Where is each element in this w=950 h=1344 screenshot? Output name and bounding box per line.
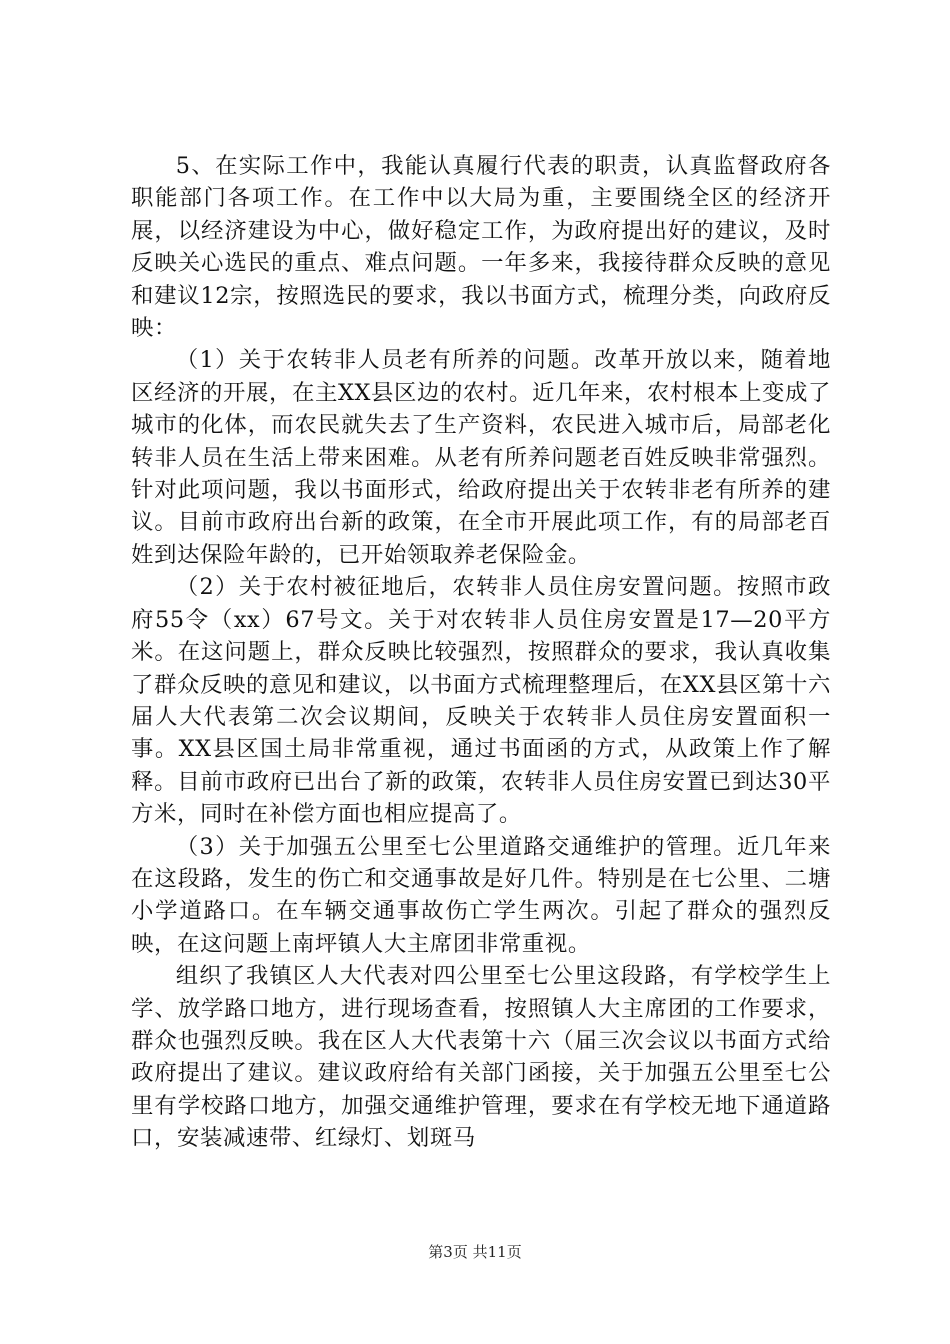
paragraph-subitem-3: （3）关于加强五公里至七公里道路交通维护的管理。近几年来在这段路，发生的伤亡和交通事故是好几件。特别是在七公里、二塘小学道路口。在车辆交通事故伤亡学生两次。引起了群众的强烈反映，在这问题上南坪镇人大主席团非常重视。: [131, 833, 831, 957]
paragraph-subitem-1: （1）关于农转非人员老有所养的问题。改革开放以来，随着地区经济的开展，在主XX县区边的农村。近几年来，农村根本上变成了城市的化体，而农民就失去了生产资料，农民进入城市后，局部老化转非人员在生活上带来困难。从老有所养问题老百姓反映非常强烈。针对此项问题，我以书面形式，给政府提出关于农转非老有所养的建议。目前市政府出台新的政策，在全市开展此项工作，有的局部老百姓到达保险年龄的，已开始领取养老保险金。: [131, 347, 831, 568]
page-footer: 第3页 共11页: [428, 1243, 522, 1261]
paragraph-continuation: 组织了我镇区人大代表对四公里至七公里这段路，有学校学生上学、放学路口地方，进行现场查看，按照镇人大主席团的工作要求，群众也强烈反映。我在区人大代表第十六（届三次会议以书面方式给政府提出了建议。建议政府给有关部门函接，关于加强五公里至七公里有学校路口地方，加强交通维护管理，要求在有学校无地下通道路口，安装减速带、红绿灯、划斑马: [131, 963, 831, 1152]
paragraph-item-5: 5、在实际工作中，我能认真履行代表的职责，认真监督政府各职能部门各项工作。在工作中以大局为重，主要围绕全区的经济开展，以经济建设为中心，做好稳定工作，为政府提出好的建议，及时反映关心选民的重点、难点问题。一年多来，我接待群众反映的意见和建议12宗，按照选民的要求，我以书面方式，梳理分类，向政府反映：: [131, 153, 831, 342]
paragraph-subitem-2: （2）关于农村被征地后，农转非人员住房安置问题。按照市政府55令（xx）67号文。关于对农转非人员住房安置是17—20平方米。在这问题上，群众反映比较强烈，按照群众的要求，我认真收集了群众反映的意见和建议，以书面方式梳理整理后，在XX县区第十六届人大代表第二次会议期间，反映关于农转非人员住房安置面积一事。XX县区国土局非常重视，通过书面函的方式，从政策上作了解释。目前市政府已出台了新的政策，农转非人员住房安置已到达30平方米，同时在补偿方面也相应提高了。: [131, 574, 831, 828]
document-body: [131, 150, 831, 1155]
